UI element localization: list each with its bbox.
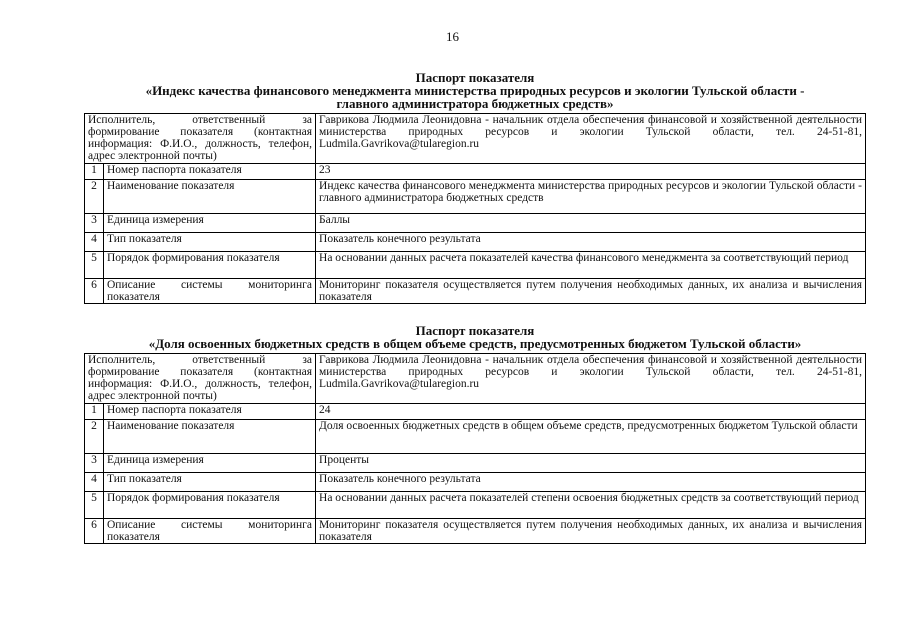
row-value: Мониторинг показателя осуществляется путем получения необходимых данных, их анализа и вычисления показателя (316, 519, 866, 544)
row-value: 24 (316, 404, 866, 420)
executor-label: Исполнитель, ответственный за формирование показателя (контактная информация: Ф.И.О., должность, телефон, адрес электронной почты) (85, 354, 316, 404)
row-label: Тип показателя (104, 233, 316, 252)
row-value: Мониторинг показателя осуществляется путем получения необходимых данных, их анализа и вычисления показателя (316, 279, 866, 304)
row-number: 3 (85, 214, 104, 233)
row-value: На основании данных расчета показателей качества финансового менеджмента за соответствующий период (316, 252, 866, 279)
row-label: Описание системы мониторинга показателя (104, 279, 316, 304)
row-number: 1 (85, 164, 104, 180)
row-number: 4 (85, 473, 104, 492)
table-row (85, 492, 866, 519)
row-value: Баллы (316, 214, 866, 233)
row-label: Порядок формирования показателя (104, 492, 316, 519)
passport-title-1 (84, 71, 866, 110)
row-value: 23 (316, 164, 866, 180)
row-number: 1 (85, 404, 104, 420)
table-row (85, 279, 866, 304)
row-value: Доля освоенных бюджетных средств в общем объеме средств, предусмотренных бюджетом Тульской области (316, 420, 866, 454)
row-label: Единица измерения (104, 214, 316, 233)
row-number: 2 (85, 420, 104, 454)
passport-heading: Паспорт показателя (415, 323, 535, 338)
table-row (85, 420, 866, 454)
row-label: Тип показателя (104, 473, 316, 492)
row-label: Наименование показателя (104, 180, 316, 214)
row-value: Показатель конечного результата (316, 233, 866, 252)
table-row (85, 473, 866, 492)
table-row (85, 233, 866, 252)
row-number: 6 (85, 279, 104, 304)
row-number: 6 (85, 519, 104, 544)
row-value: Показатель конечного результата (316, 473, 866, 492)
passport-subtitle-line1: «Индекс качества финансового менеджмента министерства природных ресурсов и экологии Тульской области - (145, 83, 805, 98)
row-number: 3 (85, 454, 104, 473)
row-label: Наименование показателя (104, 420, 316, 454)
row-label: Порядок формирования показателя (104, 252, 316, 279)
table-row (85, 519, 866, 544)
passport-table-2 (84, 353, 866, 544)
row-label: Номер паспорта показателя (104, 164, 316, 180)
table-row (85, 252, 866, 279)
table-row (85, 354, 866, 404)
passport-subtitle-line2: главного администратора бюджетных средств» (336, 96, 614, 111)
executor-label: Исполнитель, ответственный за формирование показателя (контактная информация: Ф.И.О., должность, телефон, адрес электронной почты) (85, 114, 316, 164)
executor-value: Гаврикова Людмила Леонидовна - начальник отдела обеспечения финансовой и хозяйственной деятельности министерства природных ресурсов и экологии Тульской области, тел. 24-51-81, Ludmila.Gavrikova@tularegion.ru (316, 114, 866, 164)
row-number: 5 (85, 252, 104, 279)
row-value: Индекс качества финансового менеджмента министерства природных ресурсов и экологии Тульской области - главного администратора бюджетных средств (316, 180, 866, 214)
table-row (85, 114, 866, 164)
row-value: Проценты (316, 454, 866, 473)
page-number: 16 (446, 29, 459, 44)
table-row (85, 404, 866, 420)
passport-table-1 (84, 113, 866, 304)
row-label: Единица измерения (104, 454, 316, 473)
executor-value: Гаврикова Людмила Леонидовна - начальник отдела обеспечения финансовой и хозяйственной деятельности министерства природных ресурсов и экологии Тульской области, тел. 24-51-81, Ludmila.Gavrikova@tularegion.ru (316, 354, 866, 404)
table-row (85, 454, 866, 473)
row-number: 2 (85, 180, 104, 214)
row-number: 4 (85, 233, 104, 252)
passport-title-2 (84, 324, 866, 350)
row-value: На основании данных расчета показателей степени освоения бюджетных средств за соответствующий период (316, 492, 866, 519)
table-row (85, 180, 866, 214)
row-label: Описание системы мониторинга показателя (104, 519, 316, 544)
row-label: Номер паспорта показателя (104, 404, 316, 420)
row-number: 5 (85, 492, 104, 519)
table-row (85, 164, 866, 180)
passport-block-2 (84, 324, 866, 544)
passport-block-1 (84, 71, 866, 304)
passport-subtitle-line1: «Доля освоенных бюджетных средств в общем объеме средств, предусмотренных бюджетом Тульской области» (148, 336, 802, 351)
passport-heading: Паспорт показателя (415, 70, 535, 85)
table-row (85, 214, 866, 233)
